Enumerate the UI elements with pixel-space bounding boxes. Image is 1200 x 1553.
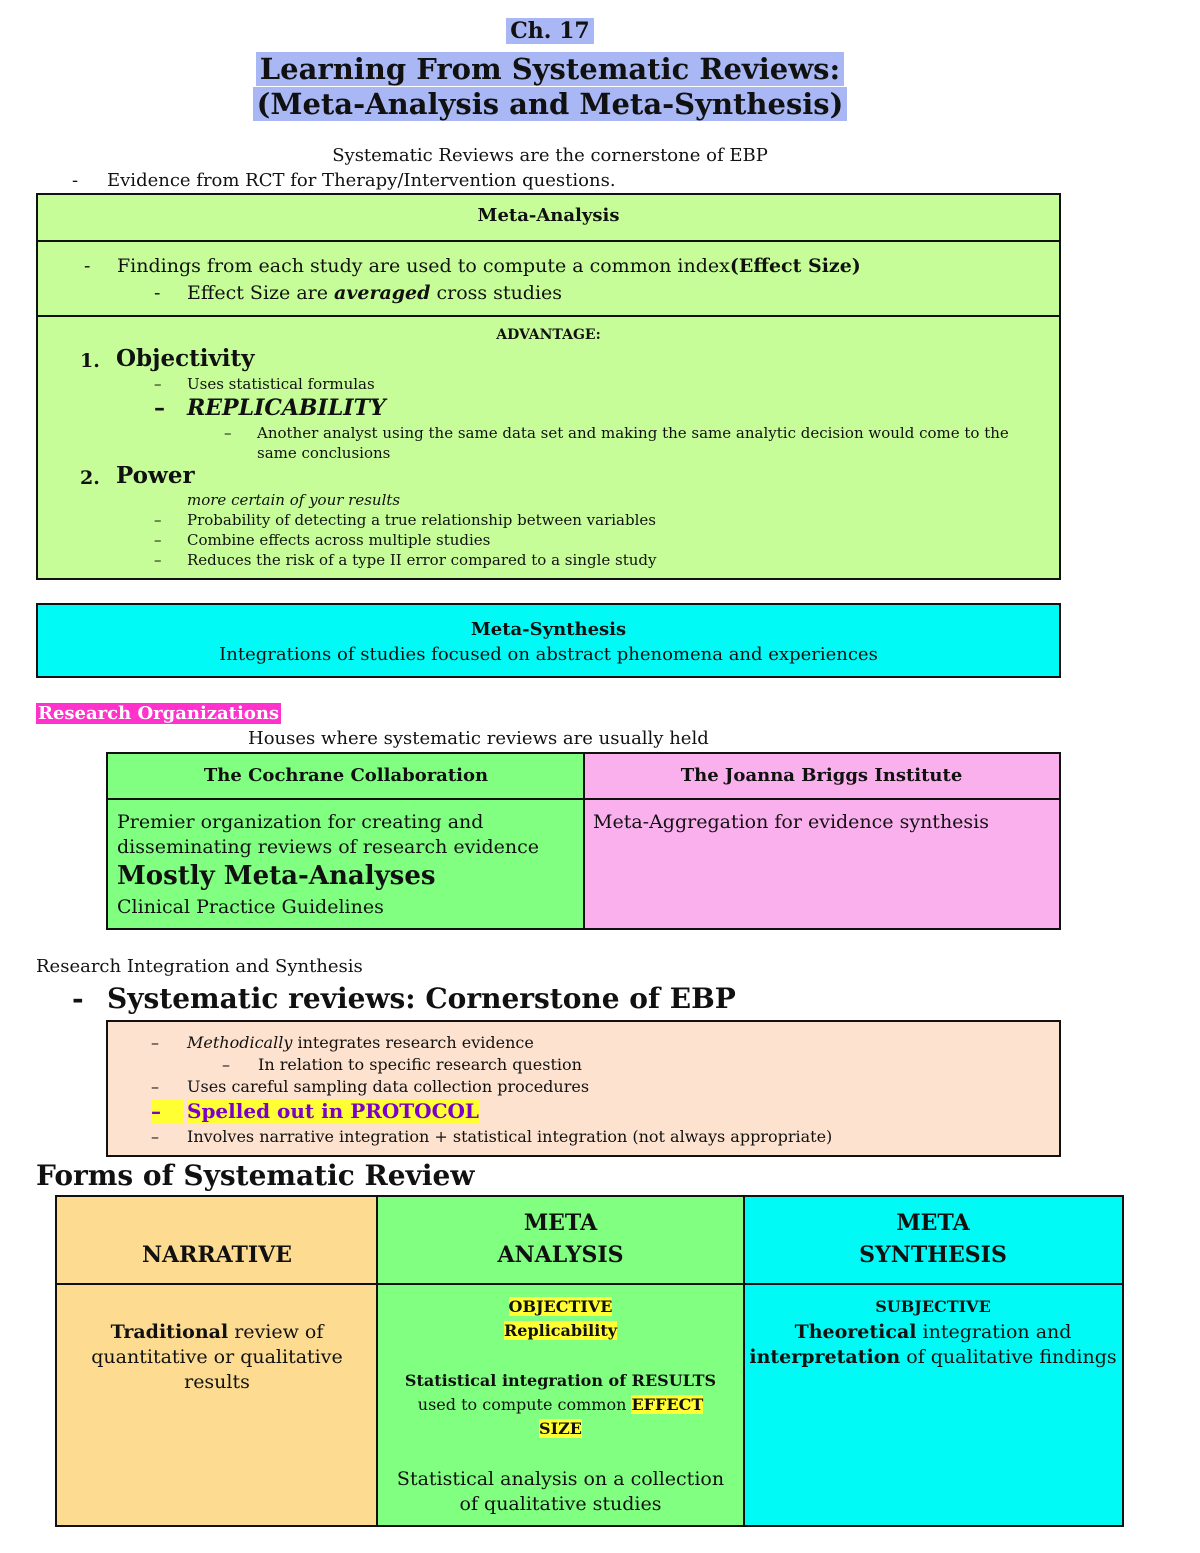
orgs-table — [106, 752, 1061, 930]
int-dash-sub: – — [222, 1055, 230, 1074]
int-dash-3: – — [151, 1099, 183, 1123]
meta-analysis-heading-l2: ANALYSIS — [497, 1242, 624, 1268]
cochrane-line2: disseminating reviews of research evidence — [117, 836, 539, 858]
qual-analysis-line1: Statistical analysis on a collection — [396, 1468, 725, 1490]
power-bullet-2: Combine effects across multiple studies — [187, 531, 491, 549]
cochrane-body-cell — [108, 799, 584, 928]
obj-bullet-3-line2: same conclusions — [257, 444, 391, 462]
cochrane-line3: Clinical Practice Guidelines — [117, 896, 384, 918]
joanna-body-cell — [584, 799, 1059, 928]
narrative-line1: Traditional review of — [110, 1321, 324, 1343]
integration-dash: - — [72, 982, 84, 1015]
power-bullet-1: Probability of detecting a true relationship between variables — [187, 511, 656, 529]
power-heading: Power — [116, 462, 195, 489]
obj-bullet-3-line1: Another analyst using the same data set and making the same analytic decision would come to the — [257, 424, 1009, 442]
finding-text: Findings from each study are used to compute a common index(Effect Size) — [117, 255, 861, 277]
obj-dash-2: – — [154, 395, 165, 421]
joanna-desc: Meta-Aggregation for evidence synthesis — [593, 811, 990, 833]
narrative-heading: NARRATIVE — [141, 1242, 293, 1268]
synthesis-line2: interpretation of qualitative findings — [749, 1346, 1117, 1368]
int-bullet-sub: In relation to specific research question — [258, 1055, 582, 1074]
stat-integration-line1: Statistical integration of RESULTS — [404, 1371, 717, 1390]
power-dash-3: – — [154, 551, 162, 569]
forms-title: Forms of Systematic Review — [36, 1159, 475, 1192]
research-orgs-subtitle: Houses where systematic reviews are usually held — [248, 728, 709, 749]
int-bullet-2: Uses careful sampling data collection procedures — [187, 1077, 590, 1096]
stat-integration-line3: SIZE — [539, 1419, 582, 1438]
page-subtitle: (Meta-Analysis and Meta-Synthesis) — [0, 87, 1100, 121]
power-dash-2: – — [154, 531, 162, 549]
narrative-line2: quantitative or qualitative — [91, 1346, 343, 1368]
power-dash-1: – — [154, 511, 162, 529]
meta-synthesis-desc: Integrations of studies focused on abstract phenomena and experiences — [219, 644, 878, 665]
objectivity-number: 1. — [80, 350, 100, 372]
meta-synthesis-heading-l1: META — [896, 1210, 970, 1236]
integration-big: Systematic reviews: Cornerstone of EBP — [107, 982, 736, 1015]
effect-dash: - — [154, 282, 161, 304]
page-title: Learning From Systematic Reviews: — [0, 52, 1100, 86]
meta-analysis-box — [36, 193, 1061, 580]
intro-bullet: Evidence from RCT for Therapy/Intervention questions. — [107, 170, 616, 191]
cochrane-heading: The Cochrane Collaboration — [203, 765, 489, 786]
cochrane-big: Mostly Meta-Analyses — [117, 861, 436, 891]
obj-bullet-1: Uses statistical formulas — [187, 375, 375, 393]
replicability-text: REPLICABILITY — [187, 395, 386, 421]
synthesis-line1: Theoretical integration and — [794, 1321, 1072, 1343]
obj-dash-3: – — [224, 424, 232, 442]
qual-analysis-line2: of qualitative studies — [459, 1493, 662, 1515]
subjective-label: SUBJECTIVE — [875, 1297, 991, 1316]
effect-text: Effect Size are averaged cross studies — [187, 282, 563, 304]
joanna-heading: The Joanna Briggs Institute — [680, 765, 963, 786]
objectivity-heading: Objectivity — [116, 345, 255, 372]
cochrane-header-cell — [108, 754, 584, 799]
intro-dash: - — [72, 170, 79, 191]
int-dash-1: – — [151, 1033, 159, 1052]
int-bullet-1: Methodically integrates research evidence — [187, 1033, 534, 1052]
int-bullet-3: Spelled out in PROTOCOL — [187, 1099, 479, 1123]
forms-table — [55, 1195, 1124, 1527]
int-dash-2: – — [151, 1077, 159, 1096]
research-orgs-label: Research Organizations — [38, 703, 280, 724]
meta-analysis-heading-l1: META — [523, 1210, 598, 1236]
integration-label: Research Integration and Synthesis — [36, 956, 363, 977]
int-dash-4: – — [151, 1127, 159, 1146]
power-bullet-3: Reduces the risk of a type II error compared to a single study — [187, 551, 657, 569]
objective-label: OBJECTIVE — [508, 1297, 613, 1316]
int-bullet-4: Involves narrative integration + statistical integration (not always appropriate) — [187, 1127, 833, 1146]
narrative-line3: results — [184, 1371, 250, 1393]
power-number: 2. — [80, 467, 100, 489]
meta-synthesis-heading: Meta-Synthesis — [470, 619, 627, 640]
meta-analysis-heading: Meta-Analysis — [477, 205, 620, 226]
meta-synthesis-heading-l2: SYNTHESIS — [859, 1242, 1007, 1268]
joanna-header-cell — [584, 754, 1059, 799]
intro-subheading: Systematic Reviews are the cornerstone of EBP — [332, 145, 768, 166]
chapter-label: Ch. 17 — [0, 18, 1100, 44]
replicability-label: Replicability — [503, 1321, 618, 1340]
meta-synthesis-box — [36, 603, 1061, 678]
cochrane-line1: Premier organization for creating and — [117, 811, 484, 833]
power-note: more certain of your results — [187, 491, 401, 509]
stat-integration-line2: used to compute common EFFECT — [417, 1395, 704, 1414]
finding-dash: - — [84, 255, 91, 277]
obj-dash-1: – — [154, 375, 162, 393]
integration-box — [106, 1020, 1061, 1157]
advantage-label: ADVANTAGE: — [496, 327, 601, 343]
